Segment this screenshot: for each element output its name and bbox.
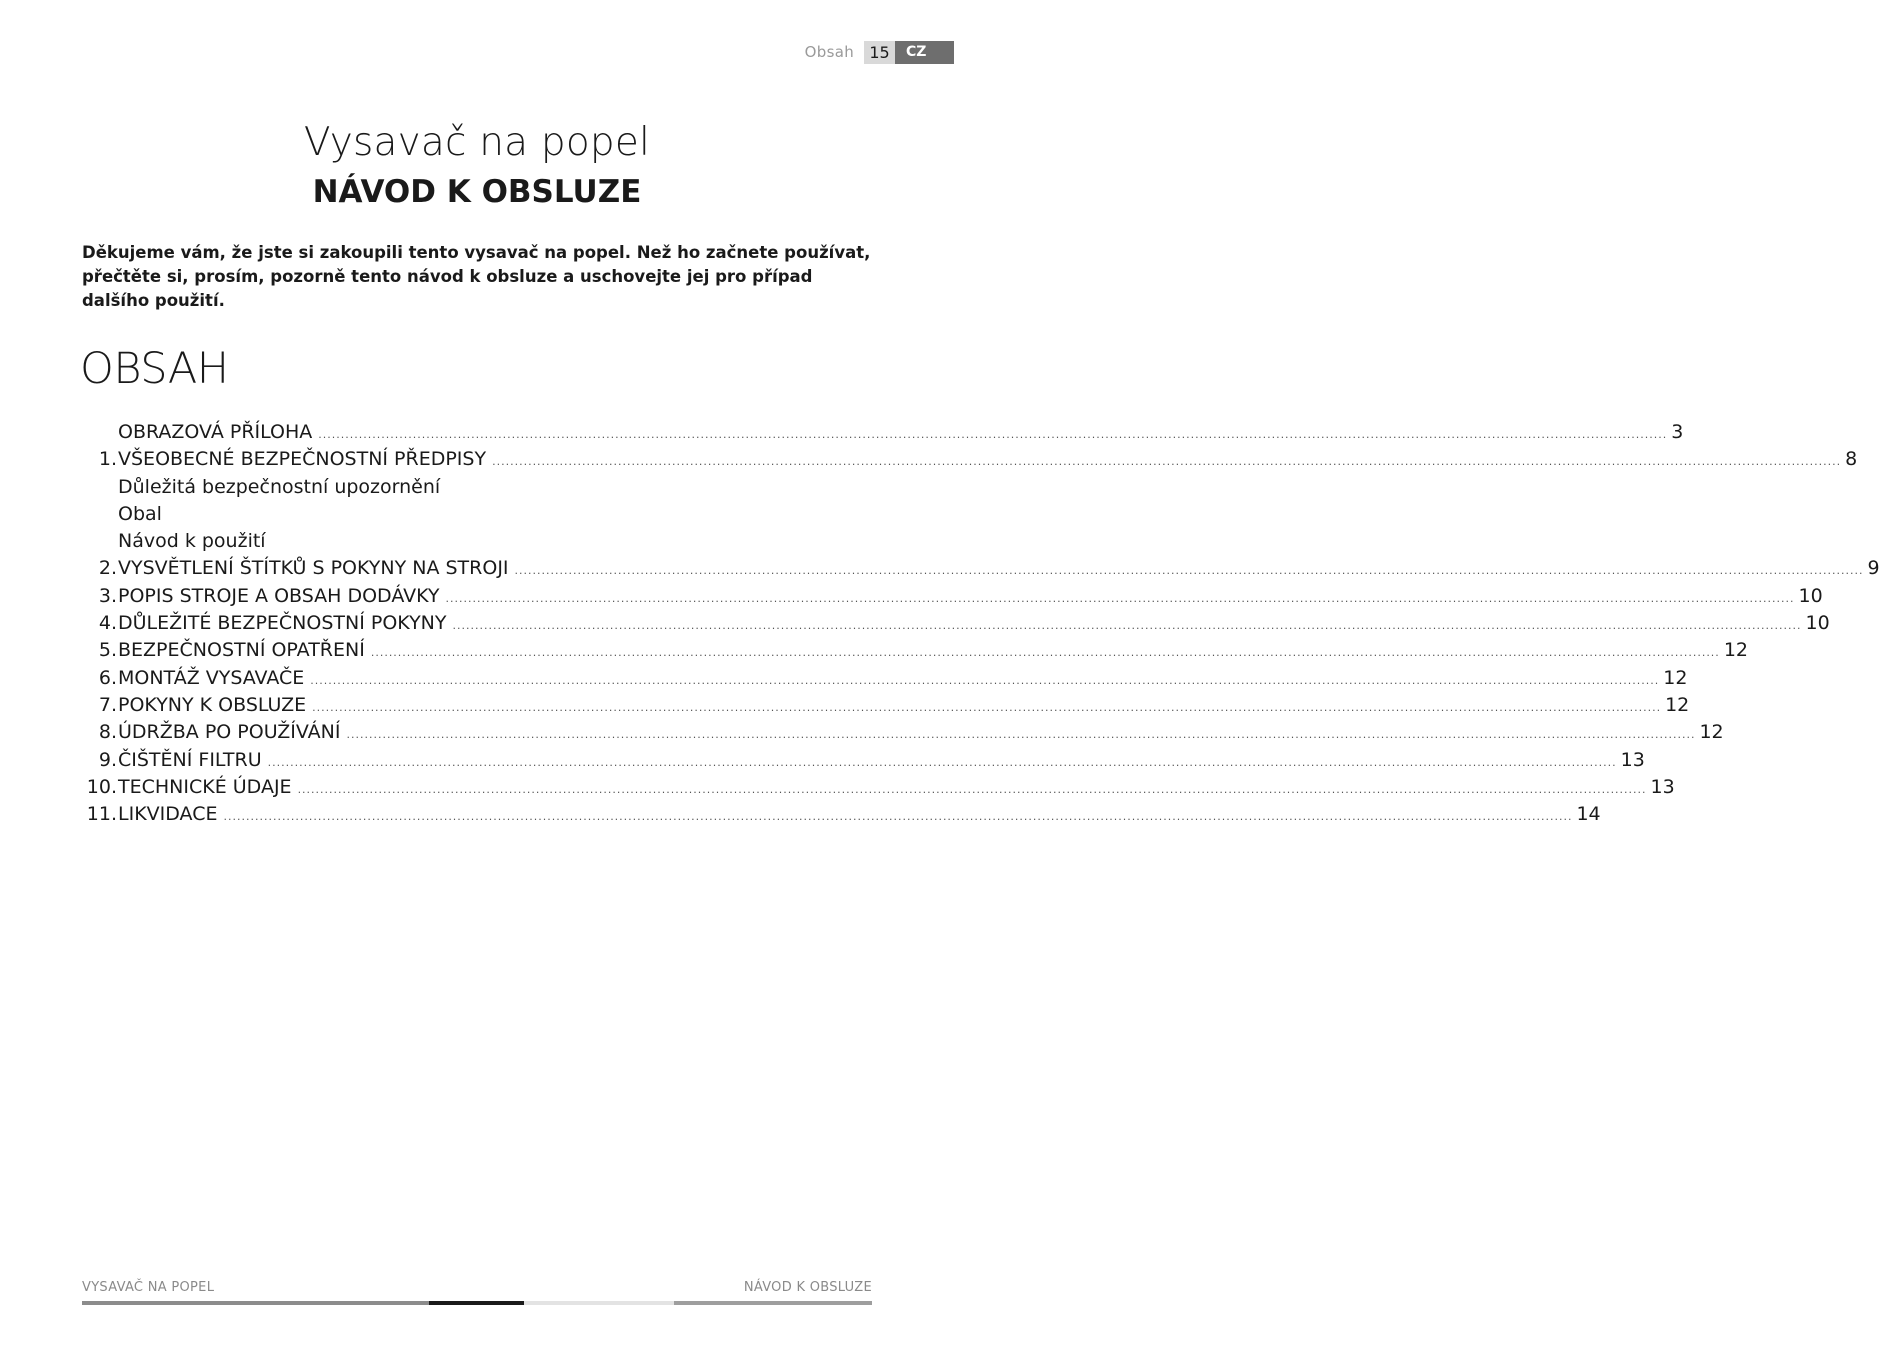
toc-entry-label: OBRAZOVÁ PŘÍLOHA xyxy=(118,421,313,443)
header-page-number: 15 xyxy=(864,41,895,64)
toc-dot-leader: ............................................................................................................................................................................................................................................................................................................ xyxy=(267,755,1617,769)
toc-entry-page: 13 xyxy=(1620,748,1645,771)
toc-entry-page: 9 xyxy=(1867,557,1880,580)
toc-entry-page: 3 xyxy=(1671,421,1684,443)
toc-entry xyxy=(80,446,1858,473)
table-of-contents xyxy=(80,419,1880,828)
footer-product-name: VYSAVAČ NA POPEL xyxy=(82,1280,215,1295)
intro-paragraph: Děkujeme vám, že jste si zakoupili tento vysavač na popel. Než ho začnete používat, přečtěte si, prosím, pozorně tento návod k obsluze a uschovejte jej pro případ dalšího použití. xyxy=(82,243,871,310)
toc-entry-label: POPIS STROJE A OBSAH DODÁVKY xyxy=(118,584,440,607)
toc-entry-number: 7. xyxy=(98,693,117,716)
header-language-tag: CZ xyxy=(895,41,954,64)
toc-entry-label: POKYNY K OBSLUZE xyxy=(118,693,307,716)
toc-entry-number: 9. xyxy=(98,748,117,771)
toc-entry-label: ÚDRŽBA PO POUŽÍVÁNÍ xyxy=(118,721,341,744)
footer-manual-name: NÁVOD K OBSLUZE xyxy=(743,1280,872,1295)
toc-entry xyxy=(80,774,1675,801)
toc-entry-page: 12 xyxy=(1663,666,1688,689)
toc-entry xyxy=(80,528,872,555)
toc-entry-label: LIKVIDACE xyxy=(118,803,218,826)
toc-entry xyxy=(80,555,1880,582)
toc-entry xyxy=(80,665,1688,692)
toc-entry-page: 8 xyxy=(1845,448,1858,471)
toc-entry xyxy=(80,637,1748,664)
toc-entry-label: Důležitá bezpečnostní upozornění xyxy=(118,475,441,498)
toc-entry-page: 12 xyxy=(1665,693,1690,716)
toc-entry-page: 10 xyxy=(1805,612,1830,635)
toc-entry xyxy=(80,474,872,501)
toc-entry-page: 12 xyxy=(1723,639,1748,662)
toc-entry xyxy=(80,801,1601,828)
toc-entry-page: 12 xyxy=(1699,721,1724,744)
toc-dot-leader: ............................................................................................................................................................................................................................................................................................................ xyxy=(312,700,1662,714)
toc-entry-label: VŠEOBECNÉ BEZPEČNOSTNÍ PŘEDPISY xyxy=(118,448,487,471)
toc-entry-number: 1. xyxy=(98,448,117,471)
toc-entry-label: TECHNICKÉ ÚDAJE xyxy=(118,775,292,798)
toc-entry-page: 10 xyxy=(1798,584,1823,607)
toc-entry-page: 13 xyxy=(1650,775,1675,798)
toc-entry-number: 4. xyxy=(98,612,117,635)
toc-dot-leader: ............................................................................................................................................................................................................................................................................................................ xyxy=(445,591,1795,605)
toc-dot-leader: ............................................................................................................................................................................................................................................................................................................ xyxy=(297,782,1647,796)
footer-bar-segment xyxy=(429,1301,524,1305)
toc-dot-leader: ............................................................................................................................................................................................................................................................................................................ xyxy=(452,619,1802,633)
toc-entry xyxy=(80,719,1724,746)
toc-dot-leader: ............................................................................................................................................................................................................................................................................................................ xyxy=(310,673,1660,687)
toc-dot-leader: ............................................................................................................................................................................................................................................................................................................ xyxy=(318,428,1668,441)
toc-entry-number: 10. xyxy=(86,775,117,798)
toc-dot-leader: ............................................................................................................................................................................................................................................................................................................ xyxy=(514,564,1864,578)
toc-entry-label: Návod k použití xyxy=(118,530,266,553)
toc-dot-leader: ............................................................................................................................................................................................................................................................................................................ xyxy=(370,646,1720,660)
toc-heading: OBSAH xyxy=(80,344,229,394)
toc-entry xyxy=(80,583,1823,610)
toc-entry-label: MONTÁŽ VYSAVAČE xyxy=(118,666,305,689)
document-subtitle: NÁVOD K OBSLUZE xyxy=(312,174,642,210)
toc-dot-leader: ............................................................................................................................................................................................................................................................................................................ xyxy=(223,810,1573,824)
toc-entry-label: VYSVĚTLENÍ ŠTÍTKŮ S POKYNY NA STROJI xyxy=(118,557,509,580)
header-section-title: Obsah xyxy=(804,43,854,61)
page-header xyxy=(805,41,954,64)
toc-entry-page: 14 xyxy=(1576,803,1601,826)
toc-entry-number: 11. xyxy=(86,803,117,826)
document-title: Vysavač na popel xyxy=(303,120,651,165)
toc-entry-number: 8. xyxy=(98,721,117,744)
toc-entry-number: 5. xyxy=(98,639,117,662)
toc-entry-label: DŮLEŽITÉ BEZPEČNOSTNÍ POKYNY xyxy=(118,612,447,635)
footer-bar-segment xyxy=(524,1301,674,1305)
toc-entry-number: 3. xyxy=(98,584,117,607)
toc-entry xyxy=(80,419,1684,446)
footer-bar-segment xyxy=(82,1301,429,1305)
toc-entry xyxy=(80,610,1830,637)
footer-bar-segment xyxy=(674,1301,872,1305)
toc-entry-label: ČIŠTĚNÍ FILTRU xyxy=(118,748,262,771)
toc-dot-leader: ............................................................................................................................................................................................................................................................................................................ xyxy=(346,728,1696,742)
toc-entry-label: Obal xyxy=(118,502,162,525)
toc-dot-leader: ............................................................................................................................................................................................................................................................................................................ xyxy=(492,455,1842,469)
toc-entry-number: 6. xyxy=(98,666,117,689)
toc-entry xyxy=(80,501,872,528)
toc-entry xyxy=(80,692,1690,719)
toc-entry-number: 2. xyxy=(98,557,117,580)
toc-entry xyxy=(80,747,1645,774)
toc-entry-label: BEZPEČNOSTNÍ OPATŘENÍ xyxy=(118,639,365,662)
